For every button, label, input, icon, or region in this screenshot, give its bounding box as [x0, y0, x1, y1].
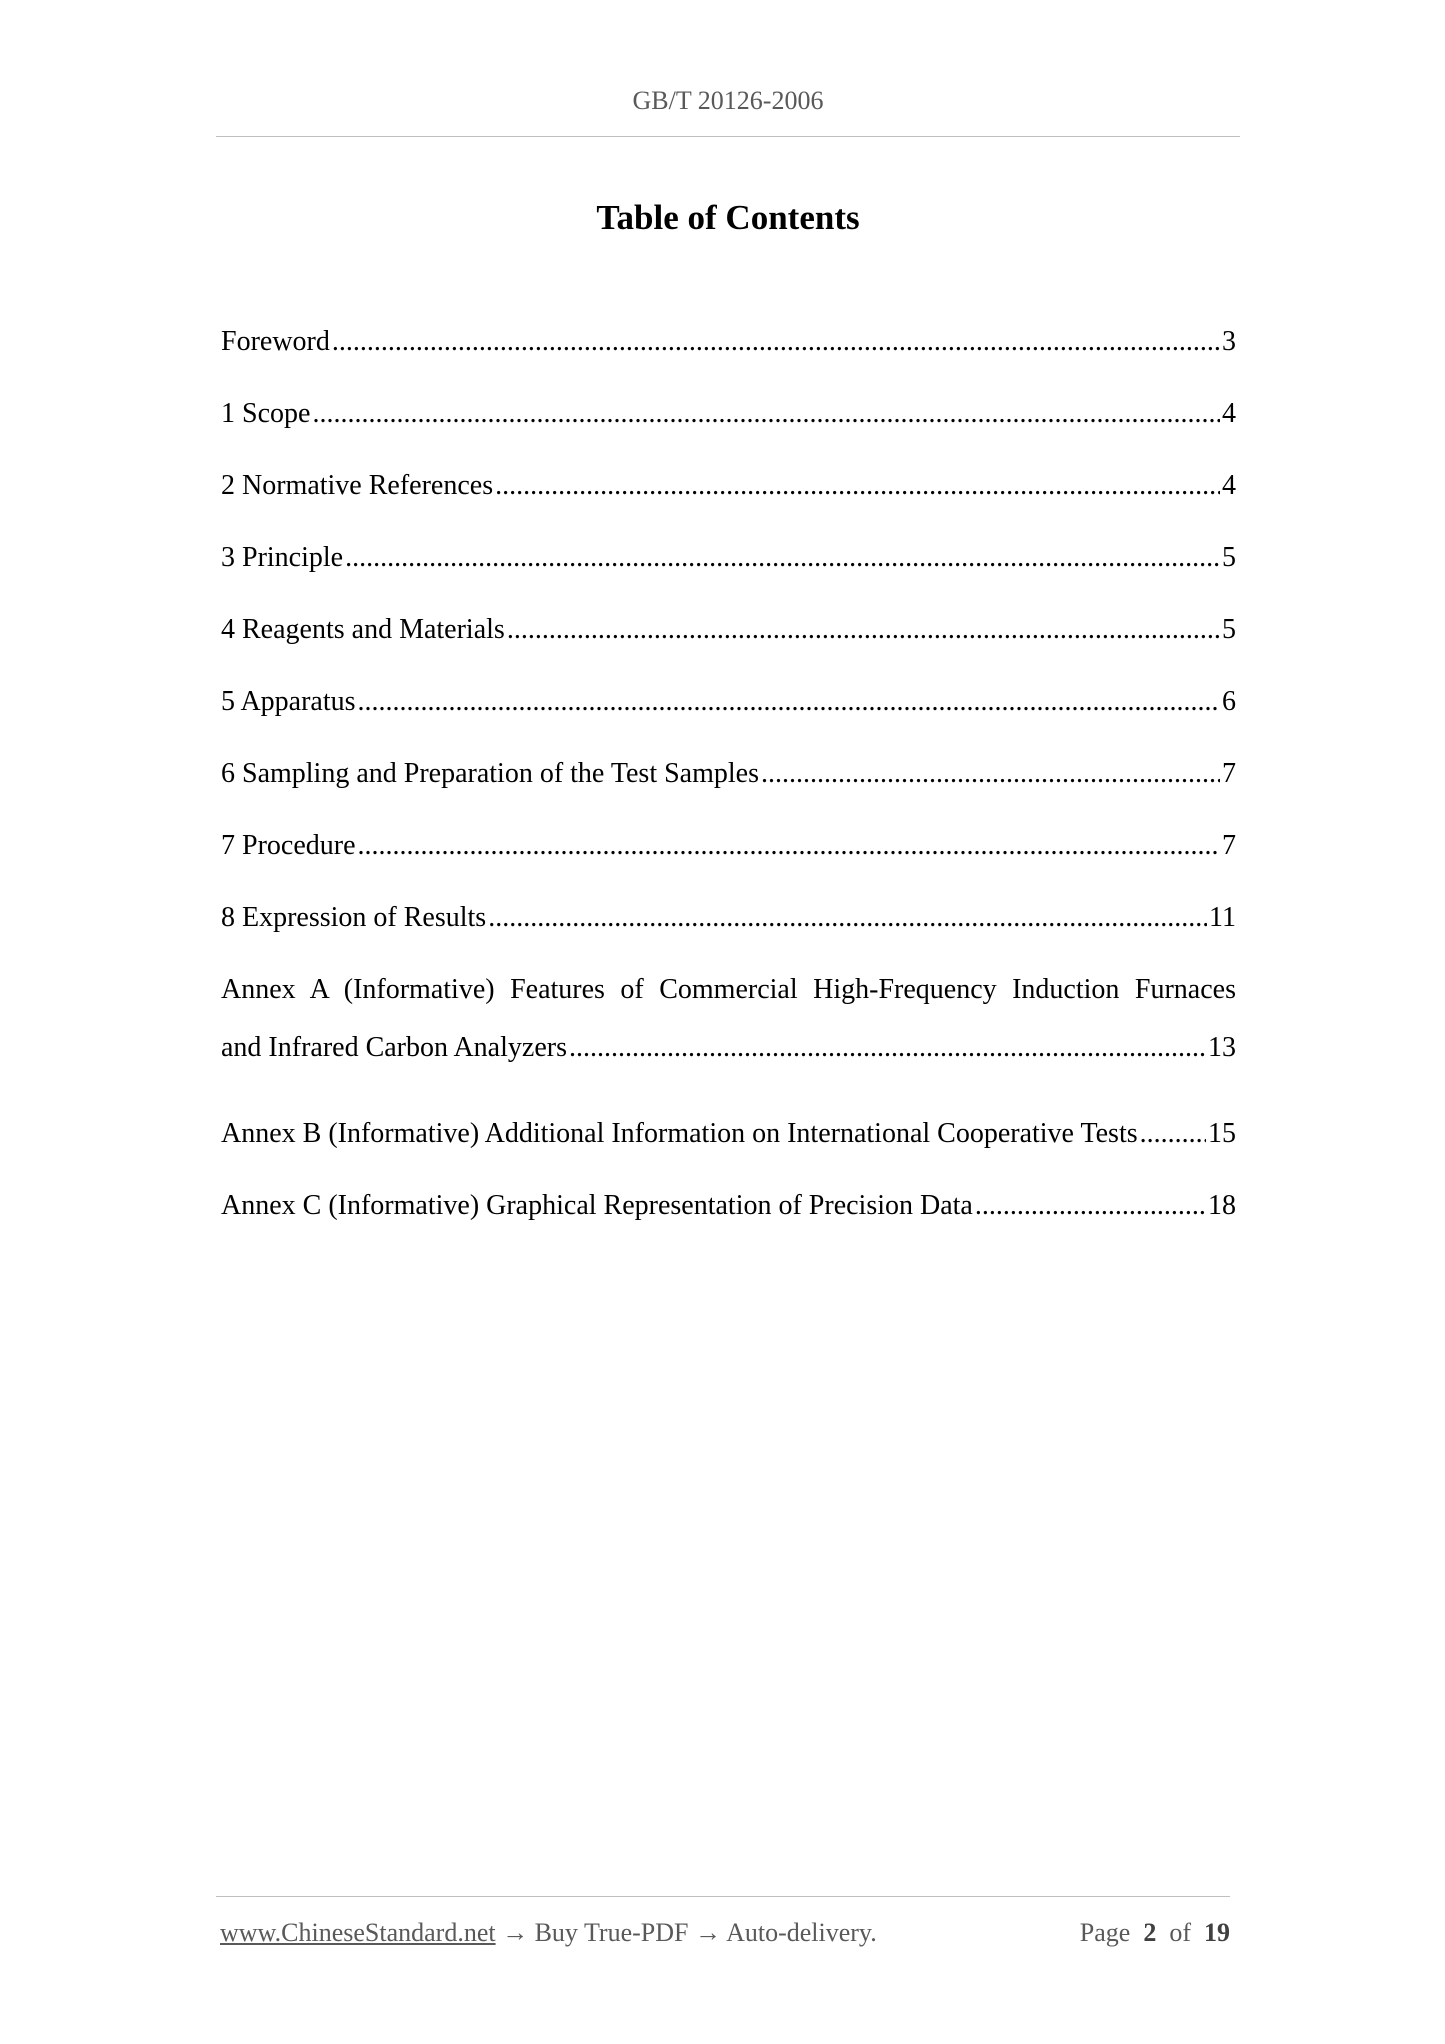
toc-entry-label: and Infrared Carbon Analyzers — [221, 1032, 567, 1063]
dot-leader — [358, 680, 1220, 724]
toc-entry-label: 3 Principle — [221, 542, 344, 573]
toc-entry-reagents-and-materials[interactable] — [221, 608, 1236, 680]
dot-leader — [488, 896, 1207, 940]
toc-entry-page: 18 — [1208, 1190, 1236, 1221]
toc-entry-page: 5 — [1222, 614, 1236, 645]
website-link[interactable]: www.ChineseStandard.net — [220, 1918, 496, 1947]
header-divider — [216, 136, 1240, 137]
toc-entry-normative-references[interactable] — [221, 464, 1236, 536]
toc-entry-page: 4 — [1222, 470, 1236, 501]
running-header: GB/T 20126-2006 — [632, 86, 824, 115]
dot-leader — [975, 1184, 1206, 1228]
toc-entry-principle[interactable] — [221, 536, 1236, 608]
toc-title: Table of Contents — [596, 198, 860, 237]
toc-entry-label: Annex A (Informative) Features of Commercial High-Frequency Induction Furnaces — [221, 974, 1236, 1005]
toc-entry-label: 1 Scope — [221, 398, 311, 429]
of-word: of — [1169, 1918, 1191, 1947]
toc-entry-page: 11 — [1209, 902, 1236, 933]
toc-entry-label: Annex C (Informative) Graphical Representation of Precision Data — [221, 1190, 973, 1221]
dot-leader — [569, 1026, 1206, 1070]
toc-entry-foreword[interactable] — [221, 320, 1236, 392]
page-word: Page — [1079, 1918, 1131, 1947]
toc-entry-label: 6 Sampling and Preparation of the Test Samples — [221, 758, 759, 789]
dot-leader — [312, 392, 1220, 436]
toc-list — [221, 320, 1236, 1256]
toc-entry-scope[interactable] — [221, 392, 1236, 464]
toc-entry-page: 7 — [1222, 758, 1236, 789]
toc-entry-label: Foreword — [221, 326, 330, 357]
toc-entry-page: 13 — [1208, 1032, 1236, 1063]
toc-entry-page: 4 — [1222, 398, 1236, 429]
dot-leader — [761, 752, 1220, 796]
dot-leader — [358, 824, 1220, 868]
delivery-text: Auto-delivery. — [726, 1918, 877, 1947]
toc-entry-page: 6 — [1222, 686, 1236, 717]
toc-entry-sampling[interactable] — [221, 752, 1236, 824]
dot-leader — [495, 464, 1220, 508]
footer-promo — [220, 1918, 877, 1948]
toc-entry-label: Annex B (Informative) Additional Information on International Cooperative Tests — [221, 1118, 1138, 1149]
buy-text: Buy True-PDF — [534, 1918, 689, 1947]
toc-entry-label-continued — [221, 1026, 1236, 1070]
toc-entry-annex-c[interactable] — [221, 1184, 1236, 1256]
toc-entry-apparatus[interactable] — [221, 680, 1236, 752]
current-page-number: 2 — [1143, 1918, 1157, 1947]
toc-entry-page: 5 — [1222, 542, 1236, 573]
footer-divider — [216, 1896, 1230, 1897]
dot-leader — [1140, 1112, 1206, 1156]
toc-entry-procedure[interactable] — [221, 824, 1236, 896]
toc-entry-label: 7 Procedure — [221, 830, 356, 861]
page-indicator — [1080, 1918, 1230, 1948]
toc-entry-page: 15 — [1208, 1118, 1236, 1149]
toc-entry-page: 7 — [1222, 830, 1236, 861]
dot-leader — [345, 536, 1220, 580]
total-page-number: 19 — [1204, 1918, 1230, 1947]
dot-leader — [332, 320, 1220, 364]
toc-entry-annex-b[interactable] — [221, 1112, 1236, 1184]
arrow-right-icon: → — [695, 1918, 721, 1947]
toc-entry-page: 3 — [1222, 326, 1236, 357]
page-footer — [220, 1918, 1230, 1948]
toc-entry-label: 5 Apparatus — [221, 686, 356, 717]
toc-entry-label: 8 Expression of Results — [221, 902, 487, 933]
toc-entry-label: 2 Normative References — [221, 470, 494, 501]
dot-leader — [507, 608, 1220, 652]
arrow-right-icon: → — [502, 1918, 529, 1947]
toc-entry-annex-a[interactable] — [221, 968, 1236, 1112]
toc-entry-label: 4 Reagents and Materials — [221, 614, 505, 645]
toc-entry-expression-of-results[interactable] — [221, 896, 1236, 968]
